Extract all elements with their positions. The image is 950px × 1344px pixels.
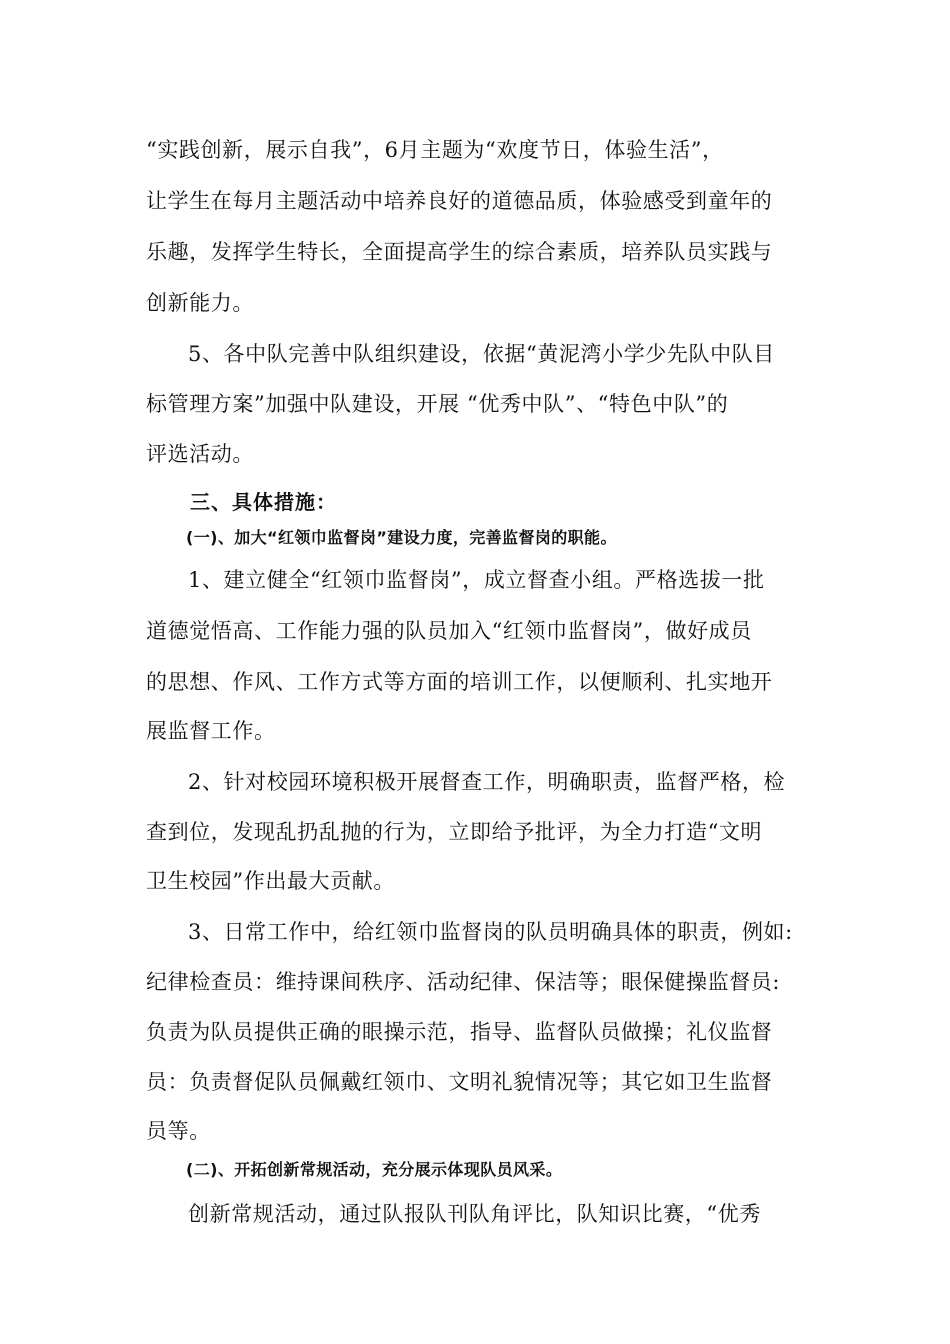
body-line: 员等。 <box>146 1119 211 1143</box>
body-line: “实践创新，展示自我”，6月主题为“欢度节日，体验生活”， <box>146 138 724 162</box>
paragraph-item-2: 2、针对校园环境积极开展督查工作，明确职责，监督严格，检 <box>188 770 786 794</box>
paragraph-item-5: 5、各中队完善中队组织建设，依据“黄泥湾小学少先队中队目 <box>188 342 775 366</box>
paragraph-item-1: 1、建立健全“红领巾监督岗”，成立督查小组。严格选拔一批 <box>188 568 765 592</box>
body-line: 纪律检查员：维持课间秩序、活动纪律、保洁等；眼保健操监督员: <box>146 970 781 994</box>
body-line: 创新能力。 <box>146 291 254 315</box>
body-line: 道德觉悟高、工作能力强的队员加入“红领巾监督岗”，做好成员 <box>146 619 752 643</box>
body-line: 乐趣，发挥学生特长，全面提高学生的综合素质，培养队员实践与 <box>146 240 773 264</box>
subsection-heading-1: (一)、加大“红领巾监督岗”建设力度，完善监督岗的职能。 <box>186 528 617 547</box>
body-line: 卫生校园”作出最大贡献。 <box>146 869 395 893</box>
body-line: 标管理方案”加强中队建设，开展 “优秀中队”、“特色中队”的 <box>146 392 729 416</box>
body-line: 让学生在每月主题活动中培养良好的道德品质，体验感受到童年的 <box>146 189 773 213</box>
body-line: 创新常规活动，通过队报队刊队角评比，队知识比赛，“优秀 <box>188 1202 761 1226</box>
body-line: 负责为队员提供正确的眼操示范，指导、监督队员做操；礼仪监督 <box>146 1020 773 1044</box>
body-line: 员：负责督促队员佩戴红领巾、文明礼貌情况等；其它如卫生监督 <box>146 1070 773 1094</box>
body-line: 展监督工作。 <box>146 719 276 743</box>
body-line: 评选活动。 <box>146 442 254 466</box>
paragraph-item-3: 3、日常工作中，给红领巾监督岗的队员明确具体的职责，例如: <box>188 920 793 944</box>
body-line: 的思想、作风、工作方式等方面的培训工作，以便顺利、扎实地开 <box>146 670 773 694</box>
section-heading: 三、具体措施： <box>190 490 337 514</box>
subsection-heading-2: (二)、开拓创新常规活动，充分展示体现队员风采。 <box>186 1160 563 1179</box>
body-line: 查到位，发现乱扔乱抛的行为，立即给予批评，为全力打造“文明 <box>146 820 763 844</box>
